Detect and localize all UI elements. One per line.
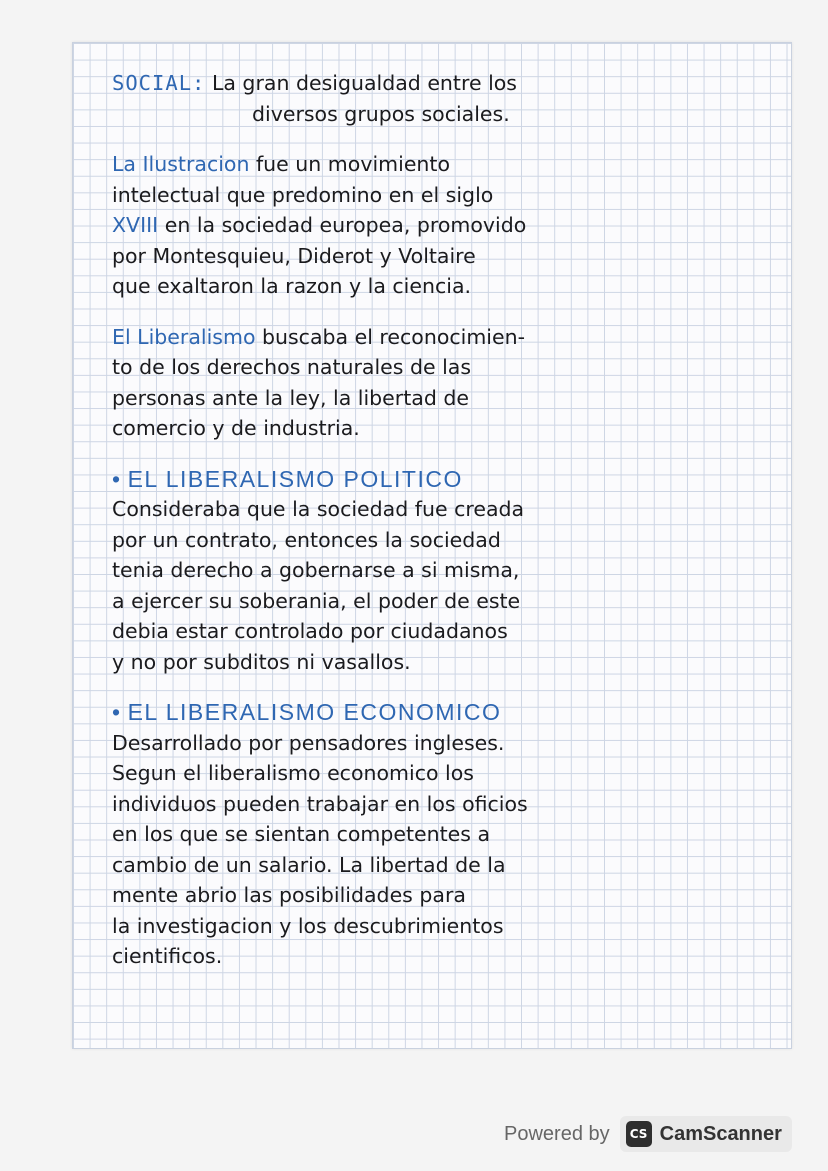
note-line: to de los derechos naturales de las: [112, 355, 472, 379]
note-line: [112, 210, 772, 241]
note-line: individuos pueden trabajar en los oficios: [112, 791, 528, 816]
social-label: SOCIAL:: [112, 71, 206, 95]
note-text: en la sociedad europea, promovido: [158, 213, 527, 237]
section-heading: [112, 697, 772, 728]
camscanner-logo-icon: CS: [626, 1121, 652, 1147]
note-line: diversos grupos sociales.: [252, 101, 510, 126]
note-line: por Montesquieu, Diderot y Voltaire: [112, 243, 476, 268]
note-text: fue un movimiento: [249, 152, 450, 176]
note-line: debia estar controlado por ciudadanos: [112, 619, 508, 643]
paragraph-liberalismo: [112, 322, 772, 444]
paragraph-social: [112, 68, 772, 129]
note-line: mente abrio las posibilidades para: [112, 883, 466, 907]
note-line: a ejercer su soberania, el poder de este: [112, 588, 521, 613]
note-line: Consideraba que la sociedad fue creada: [112, 497, 525, 521]
note-line: [112, 322, 772, 353]
note-text: buscaba el reconocimien-: [255, 324, 526, 349]
note-line: intelectual que predomino en el siglo: [112, 182, 494, 207]
note-line: en los que se sientan competentes a: [112, 822, 491, 846]
note-line: Desarrollado por pensadores ingleses.: [112, 730, 505, 755]
note-line: Segun el liberalismo economico los: [112, 761, 474, 785]
note-line: comercio y de industria.: [112, 416, 360, 440]
note-line: que exaltaron la razon y la ciencia.: [112, 274, 472, 298]
note-line: la investigacion y los descubrimientos: [112, 913, 504, 938]
handwritten-notes: [112, 68, 772, 992]
powered-by-text: Powered by: [504, 1122, 610, 1145]
paragraph-liberalismo-economico: [112, 697, 772, 972]
bullet-icon: •: [112, 699, 122, 725]
century-label: XVIII: [112, 213, 159, 237]
heading-text: EL LIBERALISMO POLITICO: [127, 465, 463, 492]
note-text: La gran desigualdad entre los: [211, 71, 517, 95]
liberalismo-title: El Liberalismo: [112, 324, 256, 349]
camscanner-badge: [620, 1116, 792, 1152]
note-line: [112, 149, 772, 180]
camscanner-name: CamScanner: [659, 1122, 782, 1145]
heading-text: EL LIBERALISMO ECONOMICO: [127, 699, 502, 725]
camscanner-watermark: [504, 1116, 792, 1152]
note-line: personas ante la ley, la libertad de: [112, 385, 469, 410]
paragraph-ilustracion: [112, 149, 772, 302]
note-line: [112, 68, 772, 99]
note-line: tenia derecho a gobernarse a si misma,: [112, 558, 520, 582]
note-line: por un contrato, entonces la sociedad: [112, 527, 501, 552]
bullet-icon: •: [112, 465, 122, 492]
section-heading: [112, 464, 772, 495]
paragraph-liberalismo-politico: [112, 464, 772, 678]
note-line: y no por subditos ni vasallos.: [112, 649, 411, 674]
note-line: cientificos.: [112, 944, 223, 968]
ilustracion-title: La Ilustracion: [112, 152, 250, 176]
note-line: cambio de un salario. La libertad de la: [112, 852, 506, 877]
